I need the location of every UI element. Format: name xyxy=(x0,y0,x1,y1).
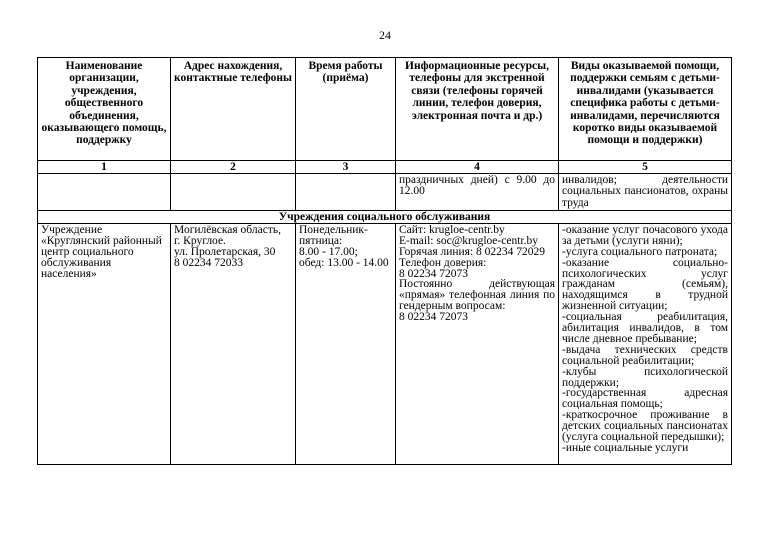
continuation-cell-empty-3 xyxy=(296,174,396,211)
column-number-4: 4 xyxy=(396,161,559,174)
section-title: Учреждения социального обслуживания xyxy=(38,210,732,223)
text-line: Постоянно действующая «прямая» телефонная линия по гендерным вопросам: xyxy=(399,278,555,313)
text-line: E-mail: soc@krugloe-centr.by xyxy=(399,234,538,247)
column-number-1: 1 xyxy=(38,161,171,174)
text-line: -выдача технических средств социальной реабилитации; xyxy=(562,343,728,367)
text-line: -социальная реабилитация, абилитация инвалидов, в том числе дневное пребывание; xyxy=(562,311,728,345)
cell-services xyxy=(559,223,732,464)
text-line: Понедельник-пятница: xyxy=(299,223,368,247)
text-line: 8 02234 72073 xyxy=(399,267,468,280)
text-line: ул. Пролетарская, 30 xyxy=(174,245,276,258)
text-line: -услуга социального патроната; xyxy=(562,245,718,258)
cell-info-resources xyxy=(396,223,559,464)
social-services-table xyxy=(37,57,732,465)
text-line: Телефон доверия: xyxy=(399,256,487,269)
section-header-row xyxy=(38,210,732,223)
text-line: -оказание услуг почасового ухода за детьми (услуги няни); xyxy=(562,223,728,247)
cell-work-hours xyxy=(296,223,396,464)
text-line: 8.00 - 17.00; xyxy=(299,245,358,258)
text-line: -клубы психологической поддержки; xyxy=(562,365,728,389)
table-header-row xyxy=(38,58,732,161)
header-address: Адрес нахождения, контактные телефоны xyxy=(171,58,296,161)
text-line: -государственная адресная социальная помощь; xyxy=(562,387,728,411)
text-line: Горячая линия: 8 02234 72029 xyxy=(399,245,546,258)
continuation-cell-assistance-tail: инвалидов; деятельности социальных пансионатов, охраны труда xyxy=(559,174,732,211)
column-number-3: 3 xyxy=(296,161,396,174)
header-hours: Время работы (приёма) xyxy=(296,58,396,161)
header-resources: Информационные ресурсы, телефоны для экстренной связи (телефоны горячей линии, телефон доверия, электронная почта и др.) xyxy=(396,58,559,161)
text-line: 8 02234 72033 xyxy=(174,256,243,269)
header-organization: Наименование организации, учреждения, общественного объединения, оказывающего помощь, поддержку xyxy=(38,58,171,161)
text-line: Могилёвская область, xyxy=(174,223,281,236)
continuation-cell-hours-tail: праздничных дней) с 9.00 до 12.00 xyxy=(396,174,559,211)
cell-address xyxy=(171,223,296,464)
text-line: -краткосрочное проживание в детских социальных пансионатах (услуга социальной передышки); xyxy=(562,409,728,444)
page-number: 24 xyxy=(379,28,391,42)
text-line: г. Круглое. xyxy=(174,234,226,247)
text-line: -оказание социально-психологических услуг гражданам (семьям), находящимся в трудной жизненной ситуации; xyxy=(562,256,728,313)
continuation-row xyxy=(38,174,732,211)
column-number-5: 5 xyxy=(559,161,732,174)
text-line: 8 02234 72073 xyxy=(399,311,468,324)
text-line: Сайт: krugloe-centr.by xyxy=(399,223,505,236)
header-assistance: Виды оказываемой помощи, поддержки семьям с детьми-инвалидами (указывается специфика работы с детьми-инвалидами, перечисляются коротко виды оказываемой помощи и поддержки) xyxy=(559,58,732,161)
text-line: -иные социальные услуги xyxy=(562,442,689,455)
cell-organization-name: Учреждение «Круглянский районный центр социального обслуживания населения» xyxy=(38,223,171,464)
continuation-cell-empty-1 xyxy=(38,174,171,211)
continuation-cell-empty-2 xyxy=(171,174,296,211)
column-number-2: 2 xyxy=(171,161,296,174)
text-line: обед: 13.00 - 14.00 xyxy=(299,256,389,269)
table-row xyxy=(38,223,732,464)
column-numbers-row xyxy=(38,161,732,174)
